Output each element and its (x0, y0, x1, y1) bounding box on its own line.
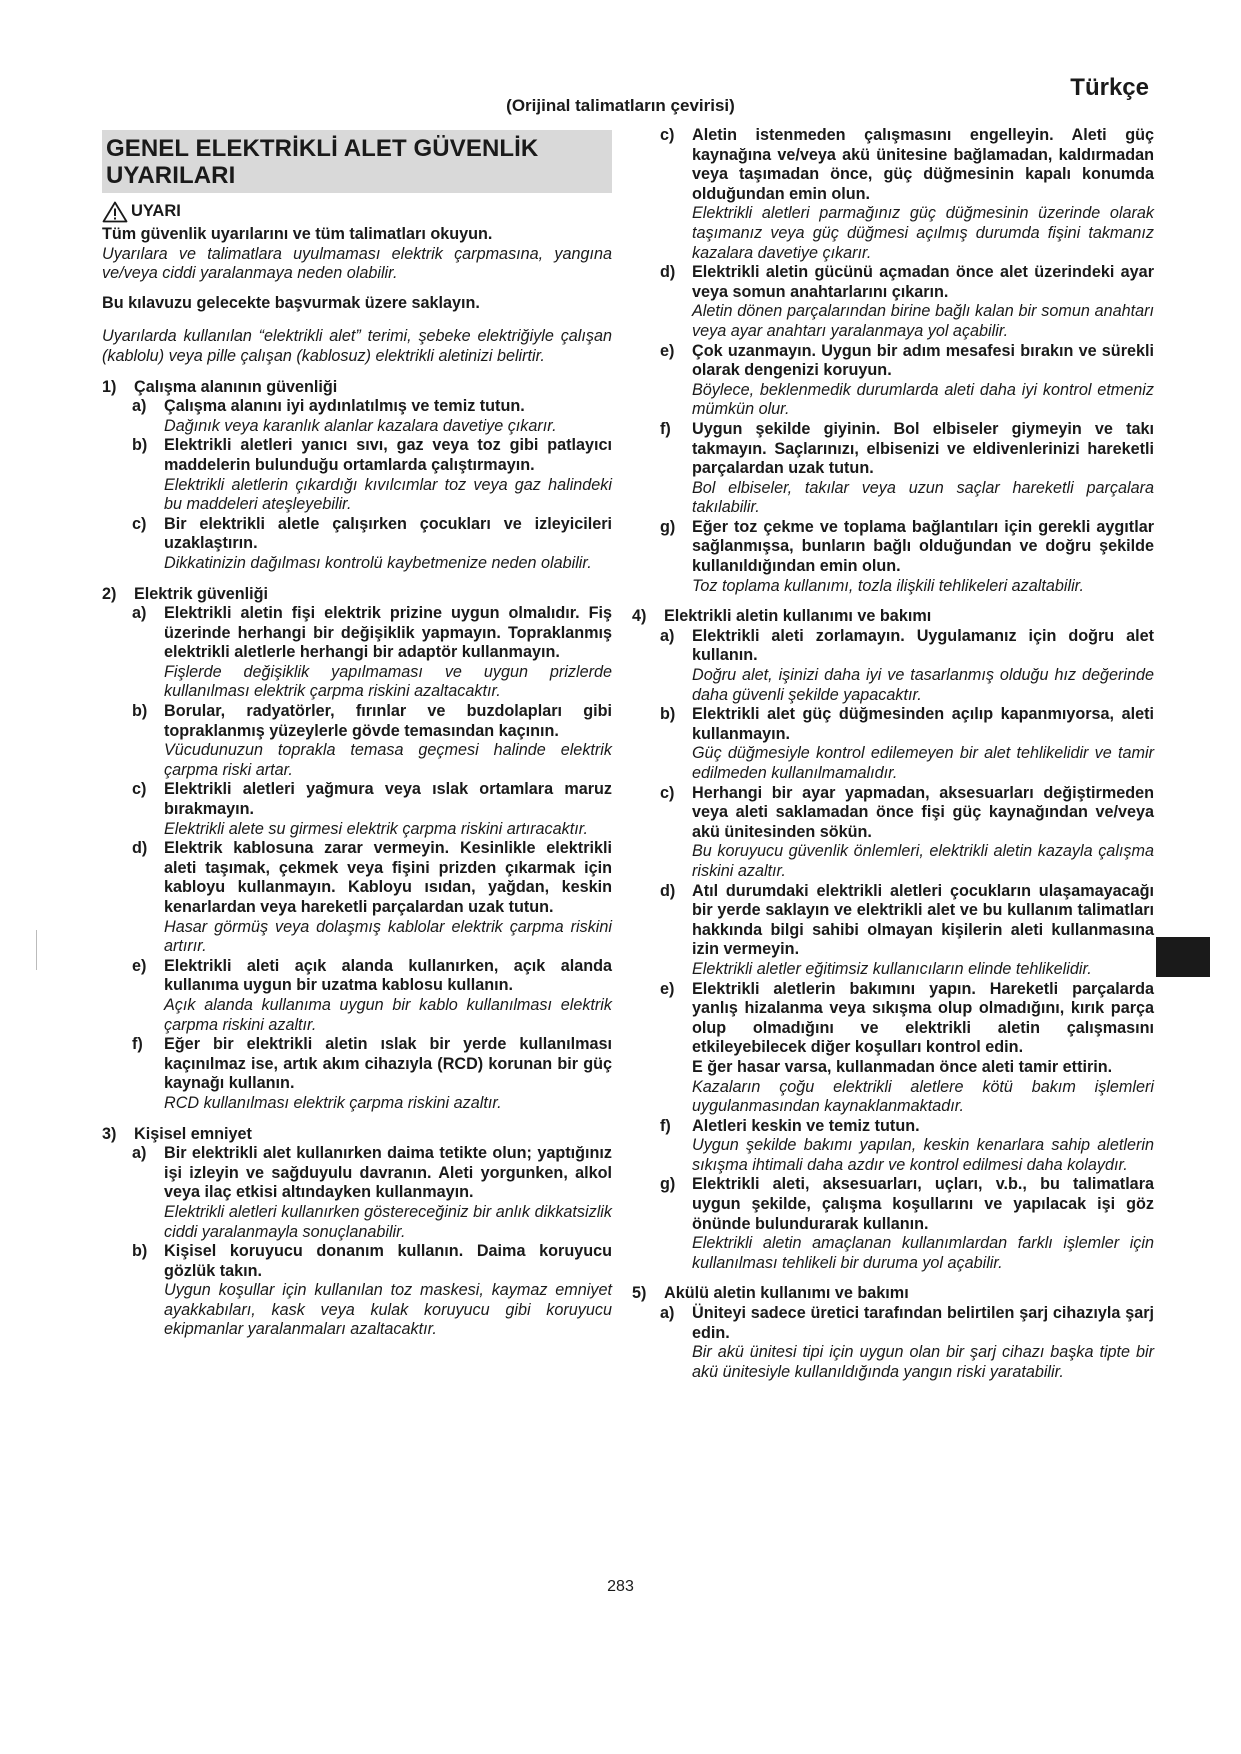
list-item: a) Üniteyi sadece üretici tarafından belirtilen şarj cihazıyla şarj edin. Bir akü ünitesi tipi için uygun olan bir şarj cihazı başka tipte bir akü ünitesiyle kullanıldığında yangın riski yaratabilir. (660, 1304, 1154, 1381)
document-subtitle: (Orijinal talimatların çevirisi) (506, 96, 735, 115)
list-item: b) Elektrikli aletleri yanıcı sıvı, gaz veya toz gibi patlayıcı maddelerin bulunduğu ortamlarda çalıştırmayın. Elektrikli aletlerin çıkardığı kıvılcımlar toz veya gaz halindeki bu maddeleri ateşleyebilir. (132, 436, 612, 514)
list-item: f) Eğer bir elektrikli aletin ıslak bir yerde kullanılması kaçınılmaz ise, artık akım cihazıyla (RCD) korunan bir güç kaynağı kullanın. RCD kullanılması elektrik çarpma riskini azaltır. (132, 1035, 612, 1112)
page-number: 283 (607, 1578, 634, 1595)
list-item: d) Elektrikli aletin gücünü açmadan önce alet üzerindeki ayar veya somun anahtarlarını çıkarın. Aletin dönen parçalarından birine bağlı kalan bir somun anahtarı veya ayar anahtarı yaralanmaya yol açabilir. (660, 263, 1154, 340)
list-item: g) Eğer toz çekme ve toplama bağlantıları için gerekli aygıtlar sağlanmışsa, bunların bağlı olduğundan ve doğru şekilde kullanıldığından emin olun. Toz toplama kullanımı, tozla ilişkili tehlikeleri azaltabilir. (660, 517, 1154, 595)
page-title: GENEL ELEKTRİKLİ ALET GÜVENLİK UYARILARI (102, 130, 612, 193)
list-item: b) Borular, radyatörler, fırınlar ve buzdolapları gibi topraklanmış yüzeylerle gövde temasından kaçının. Vücudunuzun toprakla temasa geçmesi halinde elektrik çarpma riski artar. (132, 702, 612, 779)
right-column (632, 126, 1154, 1382)
warning-label: UYARI (131, 202, 181, 221)
margin-line (36, 930, 37, 970)
section-heading: 4) Elektrikli aletin kullanımı ve bakımı (632, 607, 932, 626)
language-label: Türkçe (1070, 74, 1149, 101)
list-item: c) Aletin istenmeden çalışmasını engelleyin. Aleti güç kaynağına ve/veya akü ünitesine bağlamadan, kaldırmadan veya taşımadan önce, güç düğmesinin kapalı konumda olduğundan emin olun. Elektrikli aletleri parmağınız güç düğmesinin üzerinde olarak taşımanız veya güç düğmesi açılmış durumda fişini takmanız kazalara davetiye çıkarır. (660, 126, 1154, 262)
list-item: c) Bir elektrikli aletle çalışırken çocukları ve izleyicileri uzaklaştırın. Dikkatinizin dağılması kontrolü kaybetmenize neden olabilir. (132, 514, 612, 572)
list-item: a) Elektrikli aletin fişi elektrik prizine uygun olmalıdır. Fiş üzerinde herhangi bir değişiklik yapmayın. Topraklanmış elektrikli aletlerle herhangi bir adaptör kullanmayın. Fişlerde değişiklik yapılmaması ve uygun prizlerde kullanılması elektrik çarpma riskini azaltacaktır. (132, 604, 612, 701)
left-column (102, 130, 612, 1340)
section-heading: 5) Akülü aletin kullanımı ve bakımı (632, 1284, 909, 1303)
list-item: a) Bir elektrikli alet kullanırken daima tetikte olun; yaptığınız işi izleyin ve sağduyulu davranın. Aleti yorgunken, alkol veya ilaç etkisi altındayken kullanmayın. Elektrikli aletleri kullanırken göstereceğiniz bir anlık dikkatsizlik ciddi yaralanmayla sonuçlanabilir. (132, 1144, 612, 1241)
section-items (132, 1144, 612, 1340)
section-heading: 3) Kişisel emniyet (102, 1124, 252, 1143)
list-item: d) Atıl durumdaki elektrikli aletleri çocukların ulaşamayacağı bir yerde saklayın ve elektrikli alet ve bu kullanım talimatları hakkında bilgi sahibi olmayan kişilerin aleti kullanmasına izin vermeyin. Elektrikli aletler eğitimsiz kullanıcıların elinde tehlikelidir. (660, 881, 1154, 978)
list-item: c) Elektrikli aletleri yağmura veya ıslak ortamlara maruz bırakmayın. Elektrikli alete su girmesi elektrik çarpma riskini artıracaktır. (132, 780, 612, 838)
list-item: g) Elektrikli aleti, aksesuarları, uçları, v.b., bu talimatlara uygun şekilde, çalışma koşullarını ve yapılacak işi göz önünde bulundurarak kullanın. Elektrikli aletin amaçlanan kullanımlardan farklı işlemler için kullanılması tehlikeli bir duruma yol açabilir. (660, 1175, 1154, 1272)
warning-heading (102, 201, 612, 223)
list-item: e) Çok uzanmayın. Uygun bir adım mesafesi bırakın ve sürekli olarak dengenizi koruyun. Böylece, beklenmedik durumlarda aleti daha iyi kontrol etmeniz mümkün olur. (660, 341, 1154, 419)
section-items (132, 397, 612, 573)
section-items (132, 604, 612, 1113)
list-item: e) Elektrikli aletlerin bakımını yapın. Hareketli parçalarda yanlış hizalanma veya sıkışma olup olmadığını, kırık parça olup olmadığını ve elektrikli aletin çalışmasını etkileyebilecek diğer koşulları kontrol edin. E ğer hasar varsa, kullanmadan önce aleti tamir ettirin. Kazaların çoğu elektrikli aletlere kötü bakım işlemleri uygulanmasından kaynaklanmaktadır. (660, 979, 1154, 1116)
list-item: a) Elektrikli aleti zorlamayın. Uygulamanız için doğru alet kullanın. Doğru alet, işinizi daha iyi ve tasarlanmış olduğu hız değerinde daha güvenli şekilde yapacaktır. (660, 626, 1154, 704)
list-item: b) Elektrikli alet güç düğmesinden açılıp kapanmıyorsa, aleti kullanmayın. Güç düğmesiyle kontrol edilemeyen bir alet tehlikelidir ve tamir edilmeden kullanılmamalıdır. (660, 705, 1154, 782)
section-items (660, 126, 1154, 596)
warning-bold-text: Tüm güvenlik uyarılarını ve tüm talimatları okuyun. (102, 225, 493, 243)
list-item: b) Kişisel koruyucu donanım kullanın. Daima koruyucu gözlük takın. Uygun koşullar için kullanılan toz maskesi, kaymaz emniyet ayakkabıları, kask veya kulak koruyucu gibi koruyucu ekipmanlar yaralanmaları azaltacaktır. (132, 1242, 612, 1339)
section-heading: 2) Elektrik güvenliği (102, 584, 269, 603)
list-item: f) Aletleri keskin ve temiz tutun. Uygun şekilde bakımı yapılan, keskin kenarlara sahip aletlerin sıkışma ihtimali daha azdır ve kontrol edilmesi daha kolaydır. (660, 1116, 1154, 1174)
section-items (660, 1304, 1154, 1382)
section-tab-marker (1156, 937, 1210, 977)
warning-icon (102, 201, 128, 223)
intro-text: Uyarılarda kullanılan “elektrikli alet” terimi, şebeke elektriğiyle çalışan (kablolu) veya pille çalışan (kablosuz) elektrikli aletinizi belirtir. (102, 327, 612, 365)
list-item: c) Herhangi bir ayar yapmadan, aksesuarları değiştirmeden veya aleti saklamadan önce fişi güç kaynağından ve/veya akü ünitesinden sökün. Bu koruyucu güvenlik önlemleri, elektrikli aletin kazayla çalışma riskini azaltır. (660, 783, 1154, 880)
list-item: a) Çalışma alanını iyi aydınlatılmış ve temiz tutun. Dağınık veya karanlık alanlar kazalara davetiye çıkarır. (132, 397, 557, 435)
list-item: e) Elektrikli aleti açık alanda kullanırken, açık alanda kullanıma uygun bir uzatma kablosu kullanın. Açık alanda kullanıma uygun bir kablo kullanılması elektrik çarpma riskini azaltır. (132, 956, 612, 1034)
section-items (660, 627, 1154, 1274)
list-item: f) Uygun şekilde giyinin. Bol elbiseler giymeyin ve takı takmayın. Saçlarınızı, elbisenizi ve eldivenlerinizi hareketli parçalardan uzak tutun. Bol elbiseler, takılar veya uzun saçlar hareketli parçalara takılabilir. (660, 419, 1154, 517)
section-heading: 1) Çalışma alanının güvenliği (102, 377, 338, 396)
keep-manual-text: Bu kılavuzu gelecekte başvurmak üzere saklayın. (102, 293, 480, 312)
warning-italic-text: Uyarılara ve talimatlara uyulmaması elektrik çarpmasına, yangına ve/veya ciddi yaralanmaya neden olabilir. (102, 244, 612, 283)
list-item: d) Elektrik kablosuna zarar vermeyin. Kesinlikle elektrikli aleti taşımak, çekmek veya fişini prizden çıkarmak için kabloyu kullanmayın. Kabloyu ısıdan, yağdan, keskin kenarlardan veya hareketli parçalardan uzak tutun. Hasar görmüş veya dolaşmış kablolar elektrik çarpma riskini artırır. (132, 839, 612, 956)
